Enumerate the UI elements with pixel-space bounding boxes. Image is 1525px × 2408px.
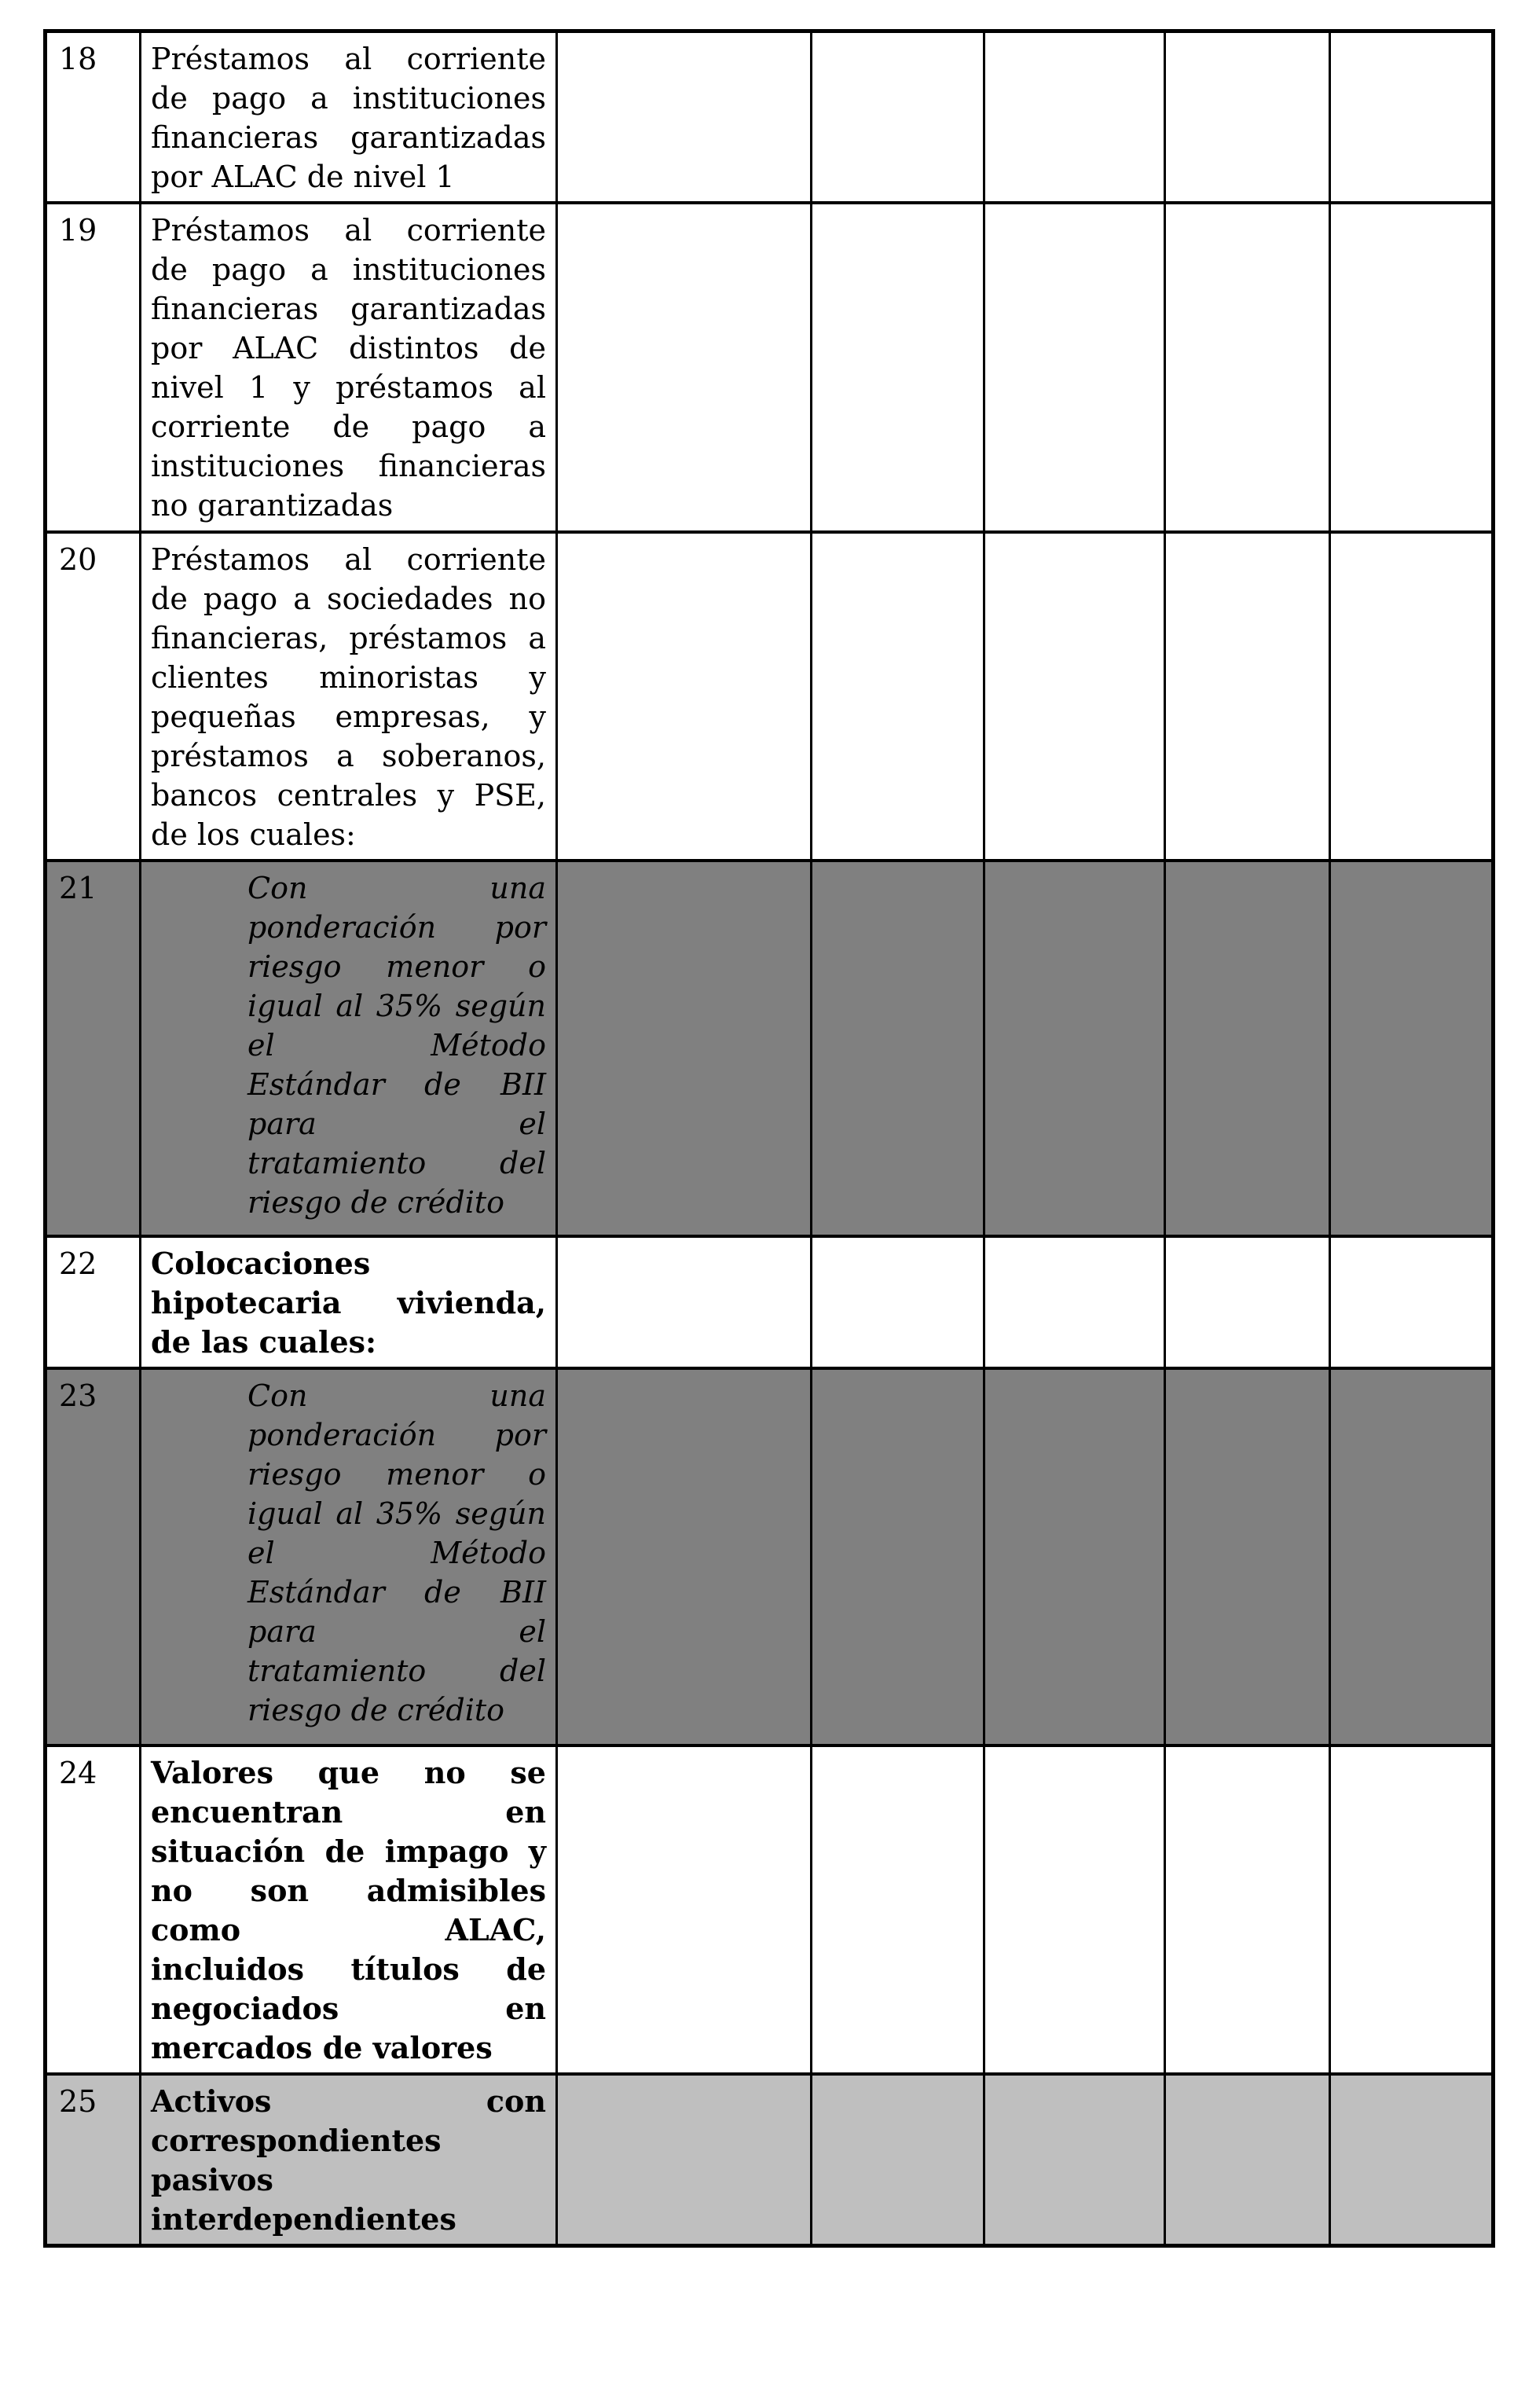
description-line: de las cuales: xyxy=(151,1324,377,1360)
value-cell-empty-5 xyxy=(1330,1368,1494,1745)
description-line: de pago a sociedades no xyxy=(151,582,546,616)
description-line: para el xyxy=(247,1614,546,1649)
value-cell-empty-1 xyxy=(557,1745,812,2074)
description-line: el Método xyxy=(247,1536,546,1570)
description-cell xyxy=(141,1745,557,2074)
table-row-18 xyxy=(46,31,1494,204)
description-line: situación de impago y xyxy=(151,1834,546,1869)
row-number-cell xyxy=(46,861,141,1236)
value-cell-empty-5 xyxy=(1330,31,1494,204)
value-cell-empty-1 xyxy=(557,31,812,204)
value-cell-empty-4 xyxy=(1165,203,1330,532)
description-line: instituciones financieras xyxy=(151,449,546,483)
value-cell-empty-2 xyxy=(812,532,984,861)
table-body xyxy=(46,31,1494,2246)
value-cell-empty-3 xyxy=(984,1368,1165,1745)
value-cell-empty-2 xyxy=(812,2074,984,2246)
description-line: el Método xyxy=(247,1028,546,1063)
description-line: bancos centrales y PSE, xyxy=(151,778,546,813)
disclosure-table-wrapper xyxy=(43,29,1495,2248)
description-line: Con una xyxy=(247,871,546,905)
description-line: no son admisibles xyxy=(151,1873,546,1908)
value-cell-empty-5 xyxy=(1330,203,1494,532)
description-line: riesgo de crédito xyxy=(247,1185,505,1220)
value-cell-empty-2 xyxy=(812,1368,984,1745)
row-number-cell xyxy=(46,1745,141,2074)
row-number: 25 xyxy=(59,2084,97,2119)
description-line: de los cuales: xyxy=(151,817,356,852)
description-line: Préstamos al corriente xyxy=(151,542,546,577)
value-cell-empty-3 xyxy=(984,31,1165,204)
description-cell xyxy=(141,31,557,204)
description-line: Estándar de BII xyxy=(247,1575,546,1610)
description-line: pasivos xyxy=(151,2162,273,2197)
description-cell xyxy=(141,2074,557,2246)
value-cell-empty-2 xyxy=(812,1236,984,1368)
value-cell-empty-4 xyxy=(1165,1368,1330,1745)
description-line: financieras garantizadas xyxy=(151,292,546,326)
description-line: Activos con xyxy=(151,2083,546,2119)
table-row-24 xyxy=(46,1745,1494,2074)
description-line: para el xyxy=(247,1107,546,1141)
table-row-23 xyxy=(46,1368,1494,1745)
table-row-20 xyxy=(46,532,1494,861)
value-cell-empty-3 xyxy=(984,861,1165,1236)
value-cell-empty-1 xyxy=(557,203,812,532)
row-number-cell xyxy=(46,2074,141,2246)
value-cell-empty-4 xyxy=(1165,861,1330,1236)
description-line: mercados de valores xyxy=(151,2030,493,2065)
description-line: ponderación por xyxy=(247,1418,546,1452)
description-line: encuentran en xyxy=(151,1794,546,1830)
description-line: financieras garantizadas xyxy=(151,120,546,155)
description-line: riesgo menor o xyxy=(247,1457,546,1492)
description-line: de pago a instituciones xyxy=(151,81,546,116)
row-number: 24 xyxy=(59,1756,97,1790)
description-line: tratamiento del xyxy=(247,1654,546,1688)
description-line: nivel 1 y préstamos al xyxy=(151,370,546,405)
description-line: correspondientes xyxy=(151,2123,442,2158)
value-cell-empty-3 xyxy=(984,203,1165,532)
value-cell-empty-3 xyxy=(984,2074,1165,2246)
value-cell-empty-1 xyxy=(557,2074,812,2246)
table-row-25 xyxy=(46,2074,1494,2246)
description-line: Préstamos al corriente xyxy=(151,42,546,76)
description-line: préstamos a soberanos, xyxy=(151,739,546,773)
description-line: por ALAC distintos de xyxy=(151,331,546,365)
description-line: igual al 35% según xyxy=(247,989,546,1023)
table-row-22 xyxy=(46,1236,1494,1368)
description-line: ponderación por xyxy=(247,910,546,945)
description-line: interdependientes xyxy=(151,2201,456,2237)
value-cell-empty-4 xyxy=(1165,1745,1330,2074)
description-line: Con una xyxy=(247,1378,546,1413)
description-line: tratamiento del xyxy=(247,1146,546,1180)
value-cell-empty-2 xyxy=(812,31,984,204)
description-line: financieras, préstamos a xyxy=(151,621,546,655)
row-number: 22 xyxy=(59,1246,97,1281)
value-cell-empty-2 xyxy=(812,861,984,1236)
value-cell-empty-3 xyxy=(984,1236,1165,1368)
description-line: hipotecaria vivienda, xyxy=(151,1285,546,1320)
value-cell-empty-5 xyxy=(1330,861,1494,1236)
description-line: de pago a instituciones xyxy=(151,252,546,287)
description-line: clientes minoristas y xyxy=(151,660,546,695)
row-number-cell xyxy=(46,1236,141,1368)
description-line: incluidos títulos de xyxy=(151,1951,546,1987)
description-line: Estándar de BII xyxy=(247,1067,546,1102)
description-line: Préstamos al corriente xyxy=(151,213,546,248)
row-number-cell xyxy=(46,31,141,204)
row-number: 20 xyxy=(59,542,97,577)
description-cell xyxy=(141,1236,557,1368)
row-number: 18 xyxy=(59,42,97,76)
description-cell xyxy=(141,861,557,1236)
value-cell-empty-1 xyxy=(557,1236,812,1368)
description-line: no garantizadas xyxy=(151,488,394,523)
disclosure-table xyxy=(43,29,1495,2248)
value-cell-empty-3 xyxy=(984,532,1165,861)
value-cell-empty-5 xyxy=(1330,532,1494,861)
description-cell xyxy=(141,1368,557,1745)
description-line: riesgo de crédito xyxy=(247,1693,505,1727)
description-cell xyxy=(141,203,557,532)
table-row-21 xyxy=(46,861,1494,1236)
value-cell-empty-4 xyxy=(1165,31,1330,204)
description-line: por ALAC de nivel 1 xyxy=(151,160,455,194)
value-cell-empty-4 xyxy=(1165,1236,1330,1368)
description-line: como ALAC, xyxy=(151,1912,546,1947)
row-number-cell xyxy=(46,203,141,532)
row-number-cell xyxy=(46,1368,141,1745)
value-cell-empty-5 xyxy=(1330,1745,1494,2074)
row-number: 23 xyxy=(59,1378,97,1413)
description-line: riesgo menor o xyxy=(247,949,546,984)
value-cell-empty-3 xyxy=(984,1745,1165,2074)
table-row-19 xyxy=(46,203,1494,532)
value-cell-empty-1 xyxy=(557,1368,812,1745)
description-line: Colocaciones xyxy=(151,1246,371,1281)
row-number: 21 xyxy=(59,871,97,905)
value-cell-empty-2 xyxy=(812,203,984,532)
description-line: Valores que no se xyxy=(151,1755,546,1790)
description-cell xyxy=(141,532,557,861)
description-line: pequeñas empresas, y xyxy=(151,699,546,734)
description-line: corriente de pago a xyxy=(151,409,546,444)
value-cell-empty-2 xyxy=(812,1745,984,2074)
value-cell-empty-1 xyxy=(557,532,812,861)
description-line: igual al 35% según xyxy=(247,1496,546,1531)
description-line: negociados en xyxy=(151,1991,546,2026)
value-cell-empty-1 xyxy=(557,861,812,1236)
value-cell-empty-4 xyxy=(1165,532,1330,861)
value-cell-empty-5 xyxy=(1330,1236,1494,1368)
value-cell-empty-5 xyxy=(1330,2074,1494,2246)
row-number-cell xyxy=(46,532,141,861)
value-cell-empty-4 xyxy=(1165,2074,1330,2246)
row-number: 19 xyxy=(59,213,97,248)
